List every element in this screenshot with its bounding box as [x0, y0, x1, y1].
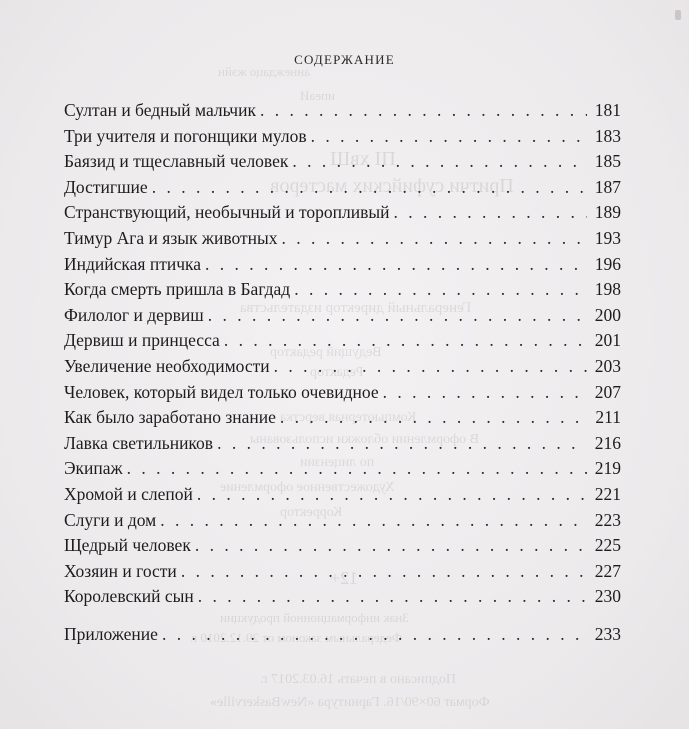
- dot-leader: [181, 559, 587, 585]
- dot-leader: [217, 431, 587, 457]
- toc-entry-title: Достигшие: [64, 176, 148, 197]
- dot-leader: [224, 328, 587, 354]
- toc-entry: [64, 533, 621, 559]
- toc-entry-page: 233: [594, 623, 621, 644]
- toc-entry-title: Дервиш и принцесса: [64, 330, 220, 351]
- toc-entry-page: 207: [594, 381, 621, 402]
- dot-leader: [152, 175, 587, 201]
- toc-entry-title: Щедрый человек: [64, 535, 191, 556]
- dot-leader: [205, 252, 587, 278]
- dot-leader: [260, 98, 587, 124]
- toc-entry-page: 221: [594, 483, 621, 504]
- dot-leader: [282, 226, 587, 252]
- toc-entry: [64, 303, 621, 329]
- toc-entry-title: Человек, который видел только очевидное: [64, 381, 379, 402]
- toc-entry: [64, 354, 621, 380]
- toc-entry-page: 227: [594, 560, 621, 581]
- toc-entry-title: Султан и бедный мальчик: [64, 100, 256, 120]
- toc-entry-title: Слуги и дом: [64, 509, 157, 530]
- toc-entry: [64, 482, 621, 508]
- toc-entry: [64, 226, 621, 252]
- toc-entry: [64, 252, 621, 278]
- table-of-contents: [64, 98, 621, 647]
- dot-leader: [197, 482, 587, 508]
- toc-entry-title: Королевский сын: [64, 586, 194, 607]
- toc-entry-page: 201: [594, 330, 621, 351]
- toc-entry-title: Тимур Ага и язык животных: [64, 227, 278, 248]
- page-edge-mark: [675, 10, 681, 20]
- dot-leader: [162, 622, 587, 648]
- toc-entry-page: 200: [594, 304, 621, 325]
- toc-entry: [64, 622, 621, 648]
- toc-entry: [64, 456, 621, 482]
- toc-entry: [64, 200, 621, 226]
- dot-leader: [294, 277, 587, 303]
- toc-entry-title: Приложение: [64, 623, 158, 644]
- dot-leader: [195, 533, 587, 559]
- toc-entry-title: Три учителя и погонщики мулов: [64, 125, 307, 146]
- toc-entry-page: 183: [594, 125, 621, 146]
- toc-entry-page: 187: [594, 176, 621, 197]
- toc-entry: [64, 584, 621, 610]
- toc-entry-title: Экипаж: [64, 458, 123, 479]
- dot-leader: [160, 508, 587, 534]
- toc-entry-title: Как было заработано знание: [64, 407, 276, 428]
- toc-entry: [64, 405, 621, 431]
- toc-entry: [64, 277, 621, 303]
- toc-entry-title: Когда смерть пришла в Багдад: [64, 279, 291, 300]
- toc-entry-page: 225: [594, 535, 621, 556]
- toc-entry: [64, 98, 621, 124]
- dot-leader: [280, 405, 587, 431]
- toc-entry-page: 193: [594, 227, 621, 248]
- toc-entry: [64, 328, 621, 354]
- toc-entry-page: 211: [595, 407, 621, 428]
- page-title: СОДЕРЖАНИЕ: [294, 52, 395, 67]
- toc-entry-page: 219: [594, 458, 621, 479]
- toc-entry-title: Хромой и слепой: [64, 483, 193, 504]
- toc-entry: [64, 380, 621, 406]
- dot-leader: [311, 124, 587, 150]
- toc-entry-title: Баязид и тщеславный человек: [64, 151, 289, 172]
- toc-entry-title: Лавка светильников: [64, 432, 214, 453]
- toc-entry-title: Филолог и дервиш: [64, 304, 204, 325]
- toc-entry-title: Хозяин и гости: [64, 560, 177, 581]
- toc-entry-page: 196: [594, 253, 621, 274]
- toc-entry-page: 189: [594, 202, 621, 223]
- toc-entry-page: 181: [594, 100, 621, 120]
- toc-entry-page: 185: [594, 151, 621, 172]
- dot-leader: [127, 456, 587, 482]
- toc-entry-title: Увеличение необходимости: [64, 355, 270, 376]
- toc-entry-page: 230: [594, 586, 621, 607]
- toc-entry-title: Странствующий, необычный и торопливый: [64, 202, 390, 223]
- toc-entry-page: 198: [594, 279, 621, 300]
- toc-entry: [64, 149, 621, 175]
- dot-leader: [394, 200, 587, 226]
- toc-entry: [64, 124, 621, 150]
- dot-leader: [274, 354, 587, 380]
- dot-leader: [383, 380, 587, 406]
- toc-entry: [64, 508, 621, 534]
- bleed-through-text: аннеждацо жэйн ипеаИ ПІ хвШ Притчи суфийских мастеров Генеральный директор издательства Ведущий редактор Редактор Компьютерная верстка В оформлении обложки использованы по лицензии Художественное оформление Корректор 12+ Знак информационной продукции Федеральным законом от 29.12.2010 г. Подписано в печать 16.03.2017 г. Формат 60×90/16. Гарнитура «NewBaskerville»: [190, 64, 514, 710]
- dot-leader: [208, 303, 587, 329]
- dot-leader: [292, 149, 587, 175]
- dot-leader: [198, 584, 587, 610]
- toc-entry-page: 216: [594, 432, 621, 453]
- toc-entry: [64, 175, 621, 201]
- toc-entry-page: 223: [594, 509, 621, 530]
- toc-entry-title: Индийская птичка: [64, 253, 202, 274]
- toc-entry: [64, 431, 621, 457]
- toc-entry: [64, 559, 621, 585]
- toc-entry-page: 203: [594, 355, 621, 376]
